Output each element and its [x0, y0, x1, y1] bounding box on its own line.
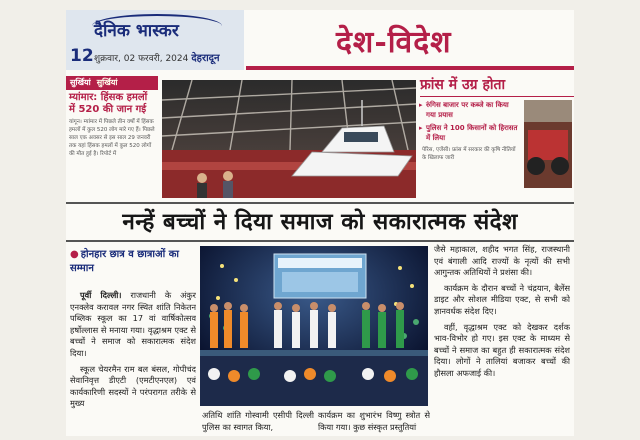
article-column-3: [434, 244, 570, 434]
stage-performance-photo-image: [200, 246, 428, 406]
issue-date: शुक्रवार, 02 फरवरी, 2024: [94, 54, 189, 64]
logo-area: [66, 10, 244, 70]
side-story-text: पेरिस, एजेंसी। फ्रांस में सरकार की कृषि नीतियों के खिलाफ जारी: [422, 147, 516, 161]
boat-show-photo-image: [162, 80, 416, 198]
newspaper-page: [66, 10, 574, 436]
news-brief: [66, 76, 158, 200]
headline-rule-top: [66, 202, 574, 204]
subheadline-text: होनहार छात्र व छात्राओं का सम्मान: [70, 249, 179, 274]
article-paragraph: जैसे महाकाल, शहीद भगत सिंह, राजस्थानी एवं बंगाली आदि राज्यों के नृत्यों की सभी आगुन्तक अतिथियों ने प्रशंसा की।: [434, 244, 570, 278]
main-headline: नन्हें बच्चों ने दिया समाज को सकारात्मक संदेश: [122, 209, 518, 235]
newspaper-logo: दैनिक भास्कर: [94, 21, 179, 41]
tractor-photo-image: [524, 100, 572, 188]
tractor-photo: [524, 100, 572, 188]
article-dateline: पूर्वी दिल्ली।: [80, 290, 122, 300]
article-paragraph: कार्यक्रम का शुभारंभ विष्णु स्त्रोत से किया गया। कुछ संस्कृत प्रस्तुतियां: [318, 410, 430, 432]
brief-header: [66, 76, 158, 90]
masthead: [66, 10, 574, 72]
dateline: [94, 50, 220, 64]
article-column-1: [70, 290, 196, 434]
article-paragraph: स्कूल चेयरमैन राम बल बंसल, गोपीचंद सेवानिवृत्त डीएटी (एमटीएनएल) एवं कार्यकारिणी सदस्यों ने परंपरागत तरीके से मुख्य: [70, 363, 196, 409]
article-column-2a: [202, 410, 314, 436]
page-number: 12: [70, 46, 94, 66]
brief-tag: सुर्खियां: [70, 78, 91, 87]
article-paragraph: कार्यक्रम के दौरान बच्चों ने चंद्रयान, बैलेंस डाइट और सोशल मीडिया एक्ट, से सभी को ज्ञानवर्धक संदेश दिए।: [434, 282, 570, 316]
subheadline: [70, 248, 198, 276]
side-story-bullet: ▸ पुलिस ने 100 किसानों को हिरासत में लिया: [426, 123, 518, 143]
edition-city: देहरादून: [191, 53, 220, 64]
article-column-2b: [318, 410, 430, 436]
brief-tag: सुर्खियां: [96, 78, 118, 87]
side-story-title: फ्रांस में उग्र होता: [420, 76, 574, 97]
article-paragraph: अतिथि शांति गोस्वामी एसीपी दिल्ली पुलिस का स्वागत किया,: [202, 410, 314, 432]
article-text: राजधानी के अंकुर एनक्लेव करावल नगर स्थित शांति निकेतन पब्लिक स्कूल का 17 वां वार्षिकोत्सव हर्षोल्लास से मनाया गया। वृद्धाश्रम एक्ट से बच्चों ने समाज को सकारात्मक संदेश दिया।: [70, 290, 196, 358]
side-story: [420, 76, 574, 200]
article-paragraph: वहीं, वृद्धाश्रम एक्ट को देखकर दर्शक भाव-विभोर हो गए। इस एक्ट के माध्यम से बच्चों ने समाज का बहुत ही सकारात्मक संदेश दिया। लोगों ने तालियां बजाकर बच्चों की हौसला अफजाई की।: [434, 321, 570, 378]
top-strip: [66, 76, 574, 200]
brief-title: म्यांमार: हिंसक हमलों में 520 की जान गई: [69, 92, 148, 115]
section-title: देश-विदेश: [336, 25, 452, 60]
side-story-bullet: ▸ रुंगिस बाजार पर कब्जे का किया गया प्रयास: [426, 100, 518, 120]
boat-show-photo: [162, 80, 416, 198]
masthead-rule: [246, 66, 574, 70]
headline-rule-bottom: [66, 240, 574, 242]
bullet-icon: ●: [70, 249, 79, 260]
article-paragraph: [70, 290, 196, 360]
stage-performance-photo: [200, 246, 428, 406]
brief-text: यांगून। म्यांमार में पिछले तीन वर्षों में हिंसक हमलों में कुल 520 लोग मारे गए हैं। पिछले साल एक अवसर से इस साल 29 जनवरी तक यहां हिंसक हमलों में कुल 520 लोगों की मौत हुई है। रिपोर्ट में: [69, 119, 155, 157]
